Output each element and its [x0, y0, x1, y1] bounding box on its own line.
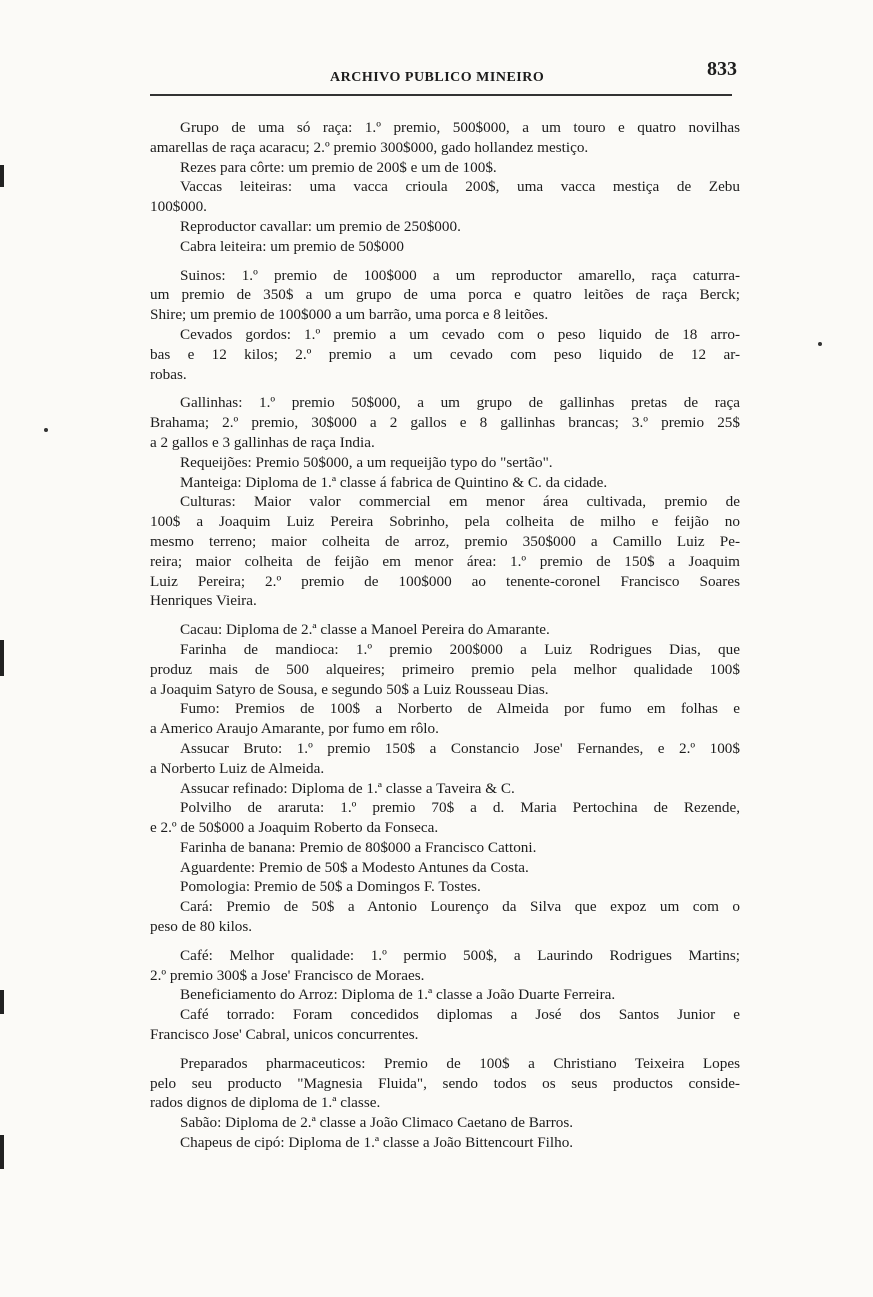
- page-header: [150, 58, 740, 98]
- text-line: produz mais de 500 alqueires; primeiro premio pela melhor qualidade 100$: [150, 660, 740, 678]
- text-line: a Joaquim Satyro de Sousa, e segundo 50$ a Luiz Rousseau Dias.: [150, 680, 549, 698]
- text-line: a 2 gallos e 3 gallinhas de raça India.: [150, 433, 375, 451]
- text-line: Grupo de uma só raça: 1.º premio, 500$000, a um touro e quatro novilhas: [180, 119, 740, 136]
- text-line: Requeijões: Premio 50$000, a um requeijão typo do "sertão".: [180, 453, 553, 471]
- binding-mark: [0, 1135, 4, 1169]
- text-line: Fumo: Premios de 100$ a Norberto de Almeida por fumo em folhas e: [180, 700, 740, 718]
- text-line: Beneficiamento do Arroz: Diploma de 1.ª classe a João Duarte Ferreira.: [180, 986, 616, 1004]
- text-line: robas.: [150, 365, 187, 383]
- text-line: amarellas de raça acaracu; 2.º premio 300$000, gado hollandez mestiço.: [150, 138, 589, 156]
- text-line: bas e 12 kilos; 2.º premio a um cevado com peso liquido de 12 ar-: [150, 345, 740, 363]
- page-body: [150, 118, 740, 1153]
- text-line: Polvilho de araruta: 1.º premio 70$ a d. Maria Pertochina de Rezende,: [180, 799, 740, 817]
- text-line: Café torrado: Foram concedidos diplomas a José dos Santos Junior e: [180, 1006, 740, 1024]
- margin-speck: [44, 428, 48, 432]
- text-line: 2.º premio 300$ a Jose' Francisco de Moraes.: [150, 966, 425, 984]
- page-number: 833: [707, 58, 737, 80]
- text-line: pelo seu producto "Magnesia Fluida", sendo todos os seus productos conside-: [150, 1074, 740, 1092]
- header-rule: [150, 94, 732, 96]
- margin-speck: [818, 342, 822, 346]
- text-line: 100$000.: [150, 198, 207, 216]
- text-line: Farinha de banana: Premio de 80$000 a Francisco Cattoni.: [180, 838, 537, 856]
- text-line: um premio de 350$ a um grupo de uma porca e quatro leitões de raça Berck;: [150, 286, 740, 304]
- text-line: a Norberto Luiz de Almeida.: [150, 759, 325, 777]
- text-line: 100$ a Joaquim Luiz Pereira Sobrinho, pela colheita de milho e feijão no: [150, 513, 740, 531]
- text-line: a Americo Araujo Amarante, por fumo em rôlo.: [150, 720, 439, 738]
- text-line: Suinos: 1.º premio de 100$000 a um reproductor amarello, raça caturra-: [180, 266, 740, 284]
- binding-mark: [0, 165, 4, 187]
- text-line: Pomologia: Premio de 50$ a Domingos F. Tostes.: [180, 878, 481, 896]
- running-title: ARCHIVO PUBLICO MINEIRO: [330, 70, 545, 85]
- text-line: Rezes para côrte: um premio de 200$ e um de 100$.: [180, 158, 497, 176]
- text-line: Henriques Vieira.: [150, 592, 257, 610]
- text-line: Reproductor cavallar: um premio de 250$000.: [180, 217, 461, 235]
- binding-mark: [0, 640, 4, 676]
- text-line: mesmo terreno; maior colheita de arroz, premio 350$000 a Camillo Luiz Pe-: [150, 532, 740, 550]
- text-line: Preparados pharmaceuticos: Premio de 100$ a Christiano Teixeira Lopes: [180, 1054, 740, 1072]
- text-line: rados dignos de diploma de 1.ª classe.: [150, 1094, 381, 1112]
- text-line: e 2.º de 50$000 a Joaquim Roberto da Fonseca.: [150, 819, 439, 837]
- text-line: peso de 80 kilos.: [150, 918, 253, 936]
- text-line: Francisco Jose' Cabral, unicos concurrentes.: [150, 1026, 419, 1044]
- text-line: Gallinhas: 1.º premio 50$000, a um grupo de gallinhas pretas de raça: [180, 394, 740, 412]
- text-line: Sabão: Diploma de 2.ª classe a João Climaco Caetano de Barros.: [180, 1114, 574, 1132]
- text-line: Cacau: Diploma de 2.ª classe a Manoel Pereira do Amarante.: [180, 621, 550, 639]
- text-line: Aguardente: Premio de 50$ a Modesto Antunes da Costa.: [180, 858, 529, 876]
- text-line: Culturas: Maior valor commercial em menor área cultivada, premio de: [180, 493, 740, 511]
- text-line: Cará: Premio de 50$ a Antonio Lourenço da Silva que expoz um com o: [180, 898, 740, 916]
- text-line: Brahama; 2.º premio, 30$000 a 2 gallos e 8 gallinhas brancas; 3.º premio 25$: [150, 414, 740, 432]
- text-line: Farinha de mandioca: 1.º premio 200$000 a Luiz Rodrigues Dias, que: [180, 640, 740, 658]
- text-line: Vaccas leiteiras: uma vacca crioula 200$, uma vacca mestiça de Zebu: [180, 178, 740, 196]
- text-line: Assucar Bruto: 1.º premio 150$ a Constancio Jose' Fernandes, e 2.º 100$: [180, 739, 740, 757]
- text-line: Chapeus de cipó: Diploma de 1.ª classe a João Bittencourt Filho.: [180, 1134, 574, 1152]
- text-line: reira; maior colheita de feijão em menor área: 1.º premio de 150$ a Joaquim: [150, 552, 740, 570]
- text-line: Luiz Pereira; 2.º premio de 100$000 ao tenente-coronel Francisco Soares: [150, 572, 740, 590]
- text-line: Cevados gordos: 1.º premio a um cevado com o peso liquido de 18 arro-: [180, 325, 740, 343]
- text-line: Cabra leiteira: um premio de 50$000: [180, 237, 404, 255]
- text-line: Shire; um premio de 100$000 a um barrão, uma porca e 8 leitões.: [150, 306, 549, 324]
- text-line: Manteiga: Diploma de 1.ª classe á fabrica de Quintino & C. da cidade.: [180, 473, 608, 491]
- text-line: Assucar refinado: Diploma de 1.ª classe a Taveira & C.: [180, 779, 515, 797]
- text-line: Café: Melhor qualidade: 1.º permio 500$, a Laurindo Rodrigues Martins;: [180, 946, 740, 964]
- binding-mark: [0, 990, 4, 1014]
